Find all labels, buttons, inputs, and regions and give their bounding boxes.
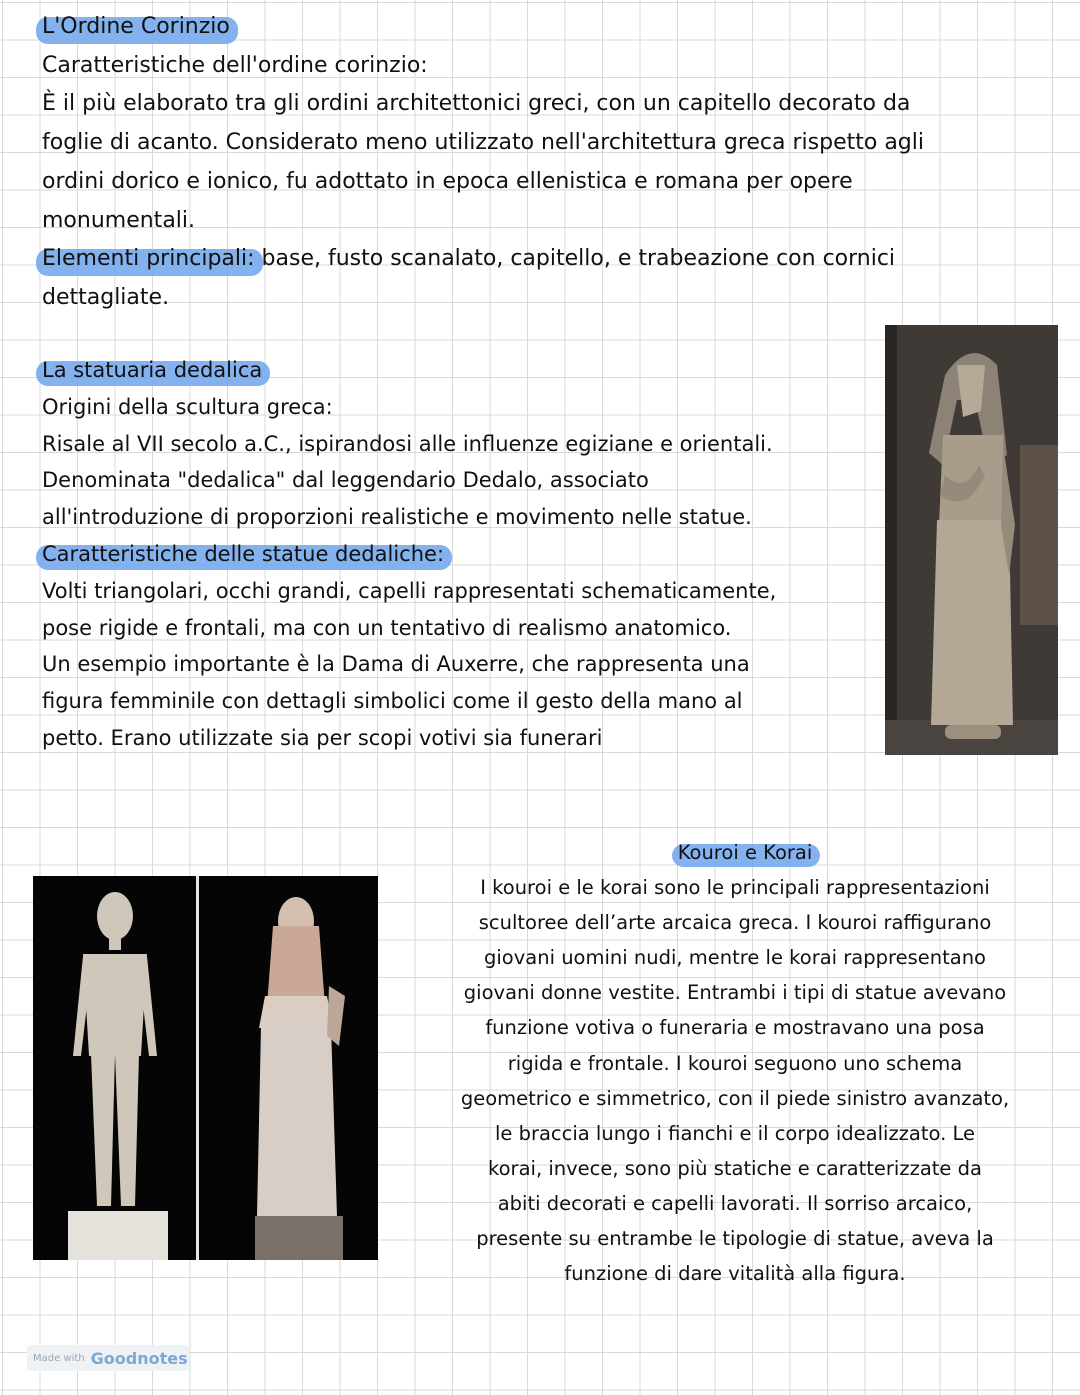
- kouroi-line: presente su entrambe le tipologie di statue, aveva la: [476, 1227, 994, 1251]
- corinzio-line: monumentali.: [42, 207, 196, 233]
- dedalica-char-line: Un esempio importante è la Dama di Auxerre, che rappresenta una: [42, 652, 750, 677]
- dedalica-title: La statuaria dedalica: [42, 352, 262, 389]
- dama-statue-illustration: [885, 325, 1058, 755]
- dedalica-char-line: pose rigide e frontali, ma con un tentativo di realismo anatomico.: [42, 615, 732, 640]
- made-with-label: Made with: [33, 1352, 85, 1364]
- corinzio-subtitle: Caratteristiche dell'ordine corinzio:: [42, 52, 428, 78]
- dama-auxerre-photo: [885, 325, 1058, 755]
- corinzio-line: ordini dorico e ionico, fu adottato in epoca ellenistica e romana per opere: [42, 168, 853, 194]
- dedalica-char-line: Volti triangolari, occhi grandi, capelli rappresentati schematicamente,: [42, 578, 777, 603]
- elements-text-cont: dettagliate.: [42, 284, 170, 310]
- kouroi-line: korai, invece, sono più statiche e caratterizzate da: [488, 1156, 982, 1180]
- photo-divider: [196, 876, 199, 1260]
- kouroi-line: funzione votiva o funeraria e mostravano una posa: [485, 1016, 985, 1040]
- kouroi-line: scultoree dell’arte arcaica greca. I kouroi raffigurano: [478, 911, 992, 935]
- kouroi-line: le braccia lungo i fianchi e il corpo idealizzato. Le: [494, 1121, 976, 1145]
- dedalica-char-title: Caratteristiche delle statue dedaliche:: [42, 536, 444, 573]
- kouroi-line: funzione di dare vitalità alla figura.: [564, 1262, 906, 1286]
- kouroi-line: I kouroi e le korai sono le principali rappresentazioni: [480, 876, 990, 900]
- dedalica-line: Risale al VII secolo a.C., ispirandosi alle influenze egiziane e orientali.: [42, 431, 773, 456]
- kouros-kore-illustration: [33, 876, 378, 1260]
- corinzio-section: [42, 8, 924, 318]
- dedalica-char-line: figura femminile con dettagli simbolici come il gesto della mano al: [42, 689, 743, 714]
- kouroi-section: [410, 835, 1060, 1291]
- dedalica-subtitle: Origini della scultura greca:: [42, 394, 333, 419]
- goodnotes-badge: [27, 1345, 189, 1371]
- kouroi-line: giovani donne vestite. Entrambi i tipi di statue avevano: [463, 981, 1007, 1005]
- kouroi-line: abiti decorati e capelli lavorati. Il sorriso arcaico,: [497, 1191, 973, 1215]
- dedalica-line: Denominata "dedalica" dal leggendario Dedalo, associato: [42, 468, 649, 493]
- kouros-kore-photo: [33, 876, 378, 1260]
- kouroi-line: rigida e frontale. I kouroi seguono uno schema: [507, 1051, 963, 1075]
- dedalica-line: all'introduzione di proporzioni realistiche e movimento nelle statue.: [42, 505, 752, 530]
- kouroi-line: geometrico e simmetrico, con il piede sinistro avanzato,: [460, 1086, 1010, 1110]
- dedalica-section: [42, 352, 776, 757]
- corinzio-line: È il più elaborato tra gli ordini architettonici greci, con un capitello decorato da: [42, 91, 911, 117]
- elements-text: base, fusto scanalato, capitello, e trabeazione con cornici: [261, 246, 896, 272]
- elements-label: Elementi principali:: [42, 240, 255, 279]
- kouroi-line: giovani uomini nudi, mentre le korai rappresentano: [484, 946, 986, 970]
- corinzio-line: foglie di acanto. Considerato meno utilizzato nell'architettura greca rispetto agli: [42, 130, 924, 156]
- corinzio-title: L'Ordine Corinzio: [42, 8, 230, 47]
- kouroi-title: Kouroi e Korai: [678, 835, 813, 870]
- dedalica-char-line: petto. Erano utilizzate sia per scopi votivi sia funerari: [42, 725, 603, 750]
- goodnotes-brand: Goodnotes: [90, 1348, 188, 1368]
